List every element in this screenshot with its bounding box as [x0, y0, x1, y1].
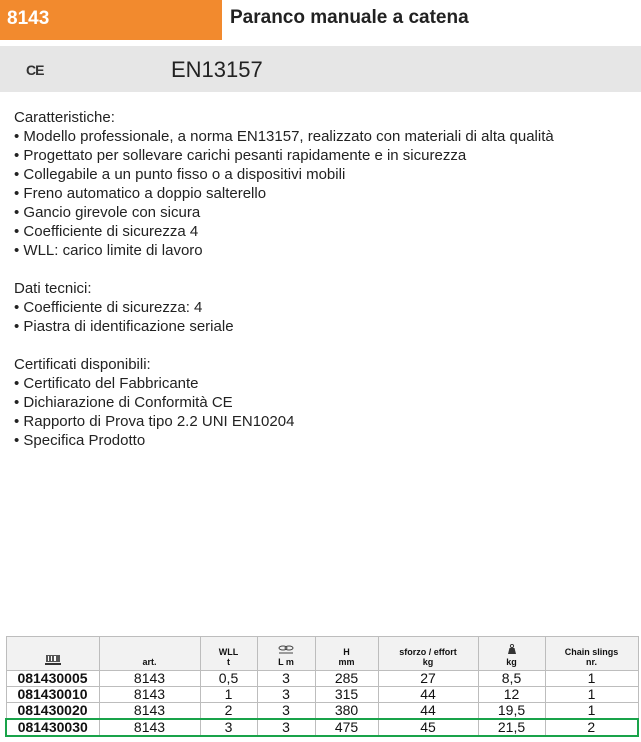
column-header-unit: mm	[338, 657, 355, 667]
section-0	[14, 108, 634, 260]
bullet-item: • WLL: carico limite di lavoro	[14, 241, 634, 260]
table-cell: 285	[315, 671, 378, 687]
column-header	[6, 637, 99, 671]
bullet-item: • Freno automatico a doppio salterello	[14, 184, 634, 203]
table-cell: 44	[378, 703, 478, 720]
table-row[interactable]	[6, 703, 638, 720]
table-cell: 0,5	[200, 671, 257, 687]
table-cell: 44	[378, 687, 478, 703]
bullet-item: • Gancio girevole con sicura	[14, 203, 634, 222]
column-header	[200, 637, 257, 671]
bullet-item: • Progettato per sollevare carichi pesanti rapidamente e in sicurezza	[14, 146, 634, 165]
table-cell: 3	[257, 703, 315, 720]
table-cell: 380	[315, 703, 378, 720]
bullet-item: • Certificato del Fabbricante	[14, 374, 634, 393]
table-cell: 8143	[99, 671, 200, 687]
certification-band	[0, 46, 641, 92]
section-1	[14, 279, 634, 336]
article-code-cell: 081430010	[6, 687, 99, 703]
table-cell: 8143	[99, 687, 200, 703]
column-header	[257, 637, 315, 671]
table-row[interactable]	[6, 719, 638, 736]
column-header	[545, 637, 638, 671]
column-header-unit: L m	[278, 657, 294, 667]
bullet-item: • Coefficiente di sicurezza 4	[14, 222, 634, 241]
column-header	[99, 637, 200, 671]
table-cell: 3	[200, 719, 257, 736]
table-header-row	[6, 637, 638, 671]
table-cell: 45	[378, 719, 478, 736]
table-row[interactable]	[6, 687, 638, 703]
column-header-label: H	[343, 647, 350, 657]
bullet-item: • Collegabile a un punto fisso o a dispositivi mobili	[14, 165, 634, 184]
column-header-unit: art.	[142, 657, 157, 667]
product-code: 8143	[0, 0, 222, 40]
bullet-item: • Piastra di identificazione seriale	[14, 317, 634, 336]
section-heading: Certificati disponibili:	[14, 356, 151, 373]
table-cell: 8143	[99, 719, 200, 736]
ce-mark-icon: CE	[26, 62, 44, 78]
table-cell: 8143	[99, 703, 200, 720]
table-cell: 19,5	[478, 703, 545, 720]
column-header	[315, 637, 378, 671]
table-cell: 3	[257, 671, 315, 687]
table-cell: 2	[545, 719, 638, 736]
table-cell: 1	[545, 671, 638, 687]
article-code-cell: 081430030	[6, 719, 99, 736]
table-cell: 1	[200, 687, 257, 703]
column-header-unit: nr.	[585, 657, 597, 667]
column-header	[378, 637, 478, 671]
column-header-unit: kg	[506, 657, 517, 667]
table-cell: 12	[478, 687, 545, 703]
table-cell: 8,5	[478, 671, 545, 687]
norm-label: EN13157	[171, 57, 263, 82]
section-2	[14, 355, 634, 450]
bullet-item: • Specifica Prodotto	[14, 431, 634, 450]
product-description	[14, 108, 634, 469]
column-header-label: sforzo / effort	[399, 647, 457, 657]
bullet-item: • Dichiarazione di Conformità CE	[14, 393, 634, 412]
table-cell: 1	[545, 687, 638, 703]
column-header-unit: kg	[422, 657, 434, 667]
column-header-label: WLL	[218, 647, 239, 657]
article-code-cell: 081430020	[6, 703, 99, 720]
specs-table	[5, 636, 639, 737]
column-header-unit: t	[227, 657, 230, 667]
bullet-item: • Rapporto di Prova tipo 2.2 UNI EN10204	[14, 412, 634, 431]
section-heading: Caratteristiche:	[14, 109, 115, 126]
table-cell: 475	[315, 719, 378, 736]
table-body	[6, 671, 638, 737]
table-cell: 3	[257, 687, 315, 703]
barcode-icon	[45, 654, 61, 667]
table-row[interactable]	[6, 671, 638, 687]
bullet-item: • Modello professionale, a norma EN13157, realizzato con materiali di alta qualità	[14, 127, 634, 146]
column-header-label: Chain slings	[564, 647, 619, 657]
table-cell: 1	[545, 703, 638, 720]
bullet-item: • Coefficiente di sicurezza: 4	[14, 298, 634, 317]
chain-length-icon	[278, 645, 294, 657]
product-title: Paranco manuale a catena	[230, 7, 469, 28]
table-cell: 315	[315, 687, 378, 703]
article-code-cell: 081430005	[6, 671, 99, 687]
section-heading: Dati tecnici:	[14, 280, 92, 297]
table-cell: 21,5	[478, 719, 545, 736]
table-cell: 27	[378, 671, 478, 687]
table-cell: 2	[200, 703, 257, 720]
weight-icon	[507, 644, 517, 657]
column-header	[478, 637, 545, 671]
table-cell: 3	[257, 719, 315, 736]
